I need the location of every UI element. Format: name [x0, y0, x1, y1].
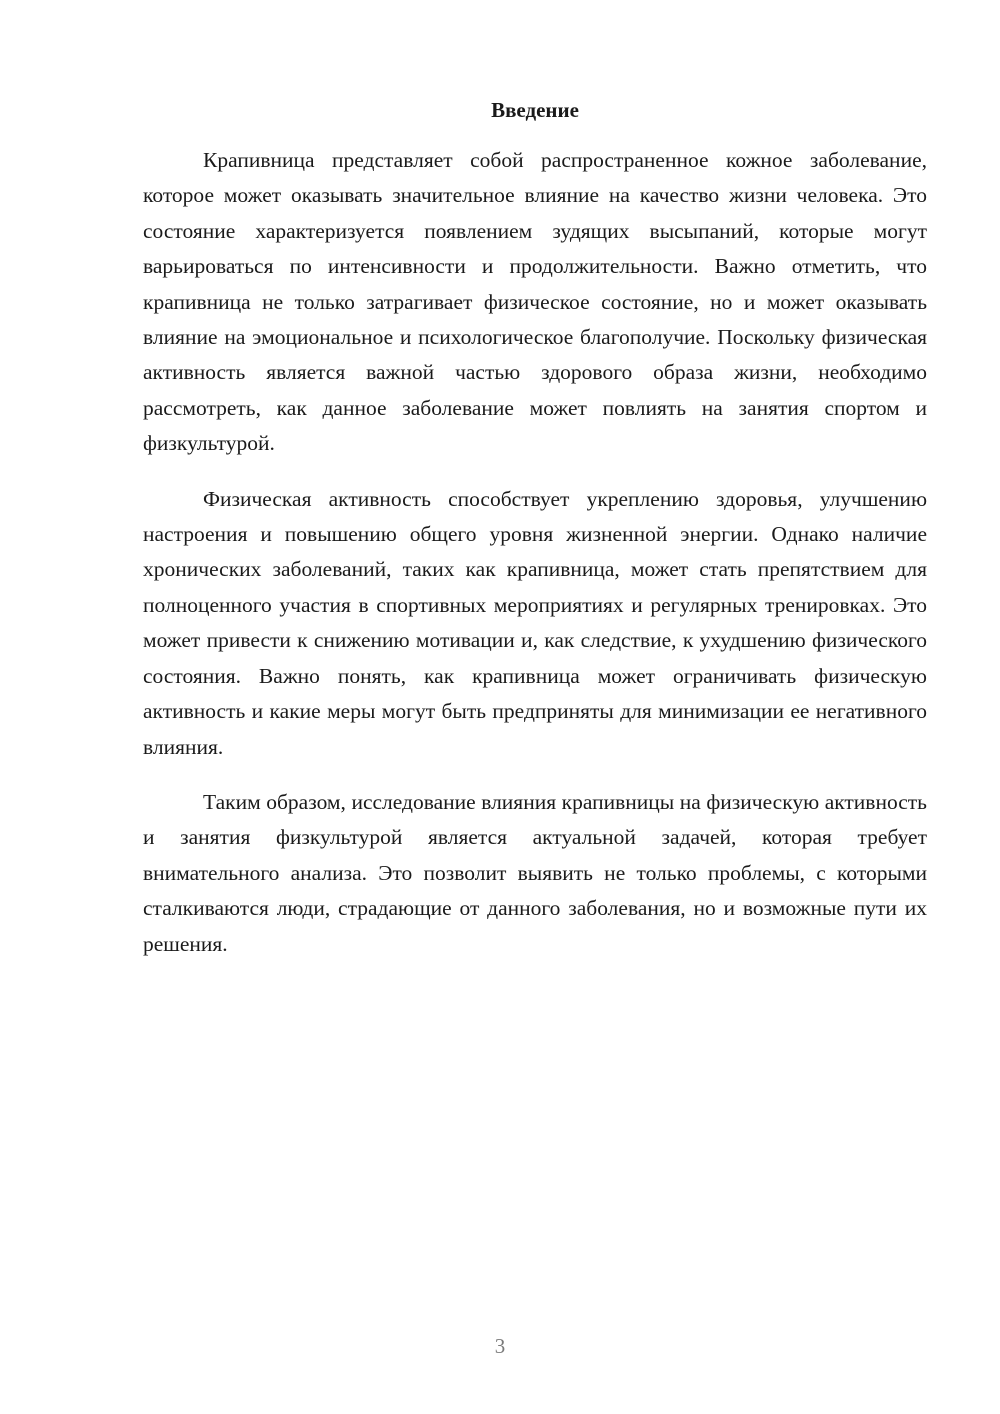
paragraph-2: Физическая активность способствует укреплению здоровья, улучшению настроения и повышению общего уровня жизненной энергии. Однако наличие хронических заболеваний, таких как крапивница, может стать препятствием для полноценного участия в спортивных мероприятиях и регулярных тренировках. Это может привести к снижению мотивации и, как следствие, к ухудшению физического состояния. Важно понять, как крапивница может ограничивать физическую активность и какие меры могут быть предприняты для минимизации ее негативного влияния. [143, 486, 927, 759]
paragraph-1: Крапивница представляет собой распространенное кожное заболевание, которое может оказывать значительное влияние на качество жизни человека. Это состояние характеризуется появлением зудящих высыпаний, которые могут варьироваться по интенсивности и продолжительности. Важно отметить, что крапивница не только затрагивает физическое состояние, но и может оказывать влияние на эмоциональное и психологическое благополучие. Поскольку физическая активность является важной частью здорового образа жизни, необходимо рассмотреть, как данное заболевание может повлиять на занятия спортом и физкультурой. [143, 148, 927, 456]
section-title: Введение [491, 98, 579, 122]
document-body [143, 95, 927, 982]
paragraph-3: Таким образом, исследование влияния крапивницы на физическую активность и занятия физкультурой является актуальной задачей, которая требует внимательного анализа. Это позволит выявить не только проблемы, с которыми сталкиваются люди, страдающие от данного заболевания, но и возможные пути их решения. [143, 789, 927, 956]
page-number: 3 [494, 1334, 506, 1358]
